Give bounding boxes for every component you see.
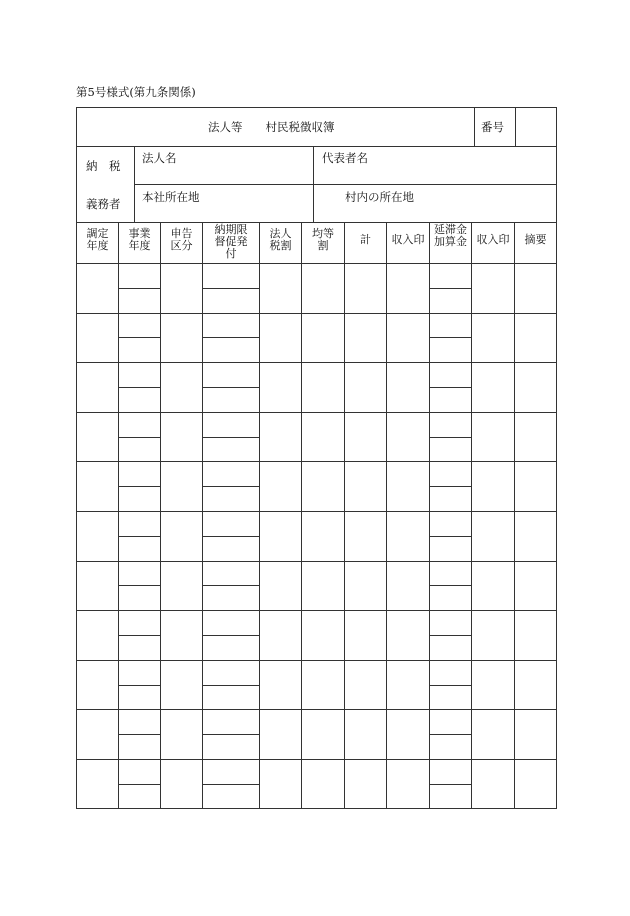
subrow-rule: [118, 784, 161, 785]
frame-right: [556, 107, 557, 809]
column-divider: [259, 222, 260, 808]
table-row-rule: [76, 561, 557, 562]
subrow-rule: [118, 585, 161, 586]
table-row-rule: [76, 362, 557, 363]
subrow-rule: [429, 288, 472, 289]
column-header: 延滞金 加算金: [434, 223, 467, 248]
column-header: 均等 割: [312, 227, 334, 252]
subrow-rule: [202, 635, 260, 636]
subrow-rule: [202, 437, 260, 438]
head-office-label: 本社所在地: [142, 190, 200, 204]
representative-label: 代表者名: [322, 151, 368, 165]
column-header: 申告 区分: [170, 227, 193, 252]
subrow-rule: [118, 486, 161, 487]
column-divider: [301, 222, 302, 808]
frame-left: [76, 107, 77, 809]
subrow-rule: [202, 585, 260, 586]
table-row-rule: [76, 412, 557, 413]
subrow-rule: [429, 536, 472, 537]
village-location-label: 村内の所在地: [345, 190, 414, 204]
column-divider: [160, 222, 161, 808]
subrow-rule: [118, 288, 161, 289]
subrow-rule: [118, 337, 161, 338]
table-row-rule: [76, 511, 557, 512]
subrow-rule: [118, 387, 161, 388]
column-header: 収入印: [476, 233, 510, 246]
subrow-rule: [118, 734, 161, 735]
table-row-rule: [76, 660, 557, 661]
subrow-rule: [202, 784, 260, 785]
subrow-rule: [429, 437, 472, 438]
subrow-rule: [202, 387, 260, 388]
subrow-rule: [118, 685, 161, 686]
column-divider: [386, 222, 387, 808]
subrow-rule: [429, 585, 472, 586]
column-header: 事業 年度: [128, 227, 151, 252]
column-divider: [202, 222, 203, 808]
column-header: 調定 年度: [86, 227, 109, 252]
subrow-rule: [202, 734, 260, 735]
header-rule: [76, 263, 557, 264]
column-divider: [471, 222, 472, 808]
subrow-rule: [429, 685, 472, 686]
subrow-rule: [202, 536, 260, 537]
subrow-rule: [118, 635, 161, 636]
subrow-rule: [429, 734, 472, 735]
column-divider: [344, 222, 345, 808]
column-header: 摘要: [524, 233, 547, 246]
taxpayer-label-top: 納 税: [86, 159, 121, 173]
subrow-rule: [429, 635, 472, 636]
column-header: 納期限 督促発 付: [214, 223, 248, 260]
frame-bottom: [76, 808, 557, 809]
table-row-rule: [76, 709, 557, 710]
form-number: 第5号様式(第九条関係): [76, 85, 196, 99]
corp-name-label: 法人名: [142, 151, 177, 165]
column-header: 収入印: [391, 233, 425, 246]
form-title: 法人等 村民税徴収簿: [208, 120, 335, 134]
column-divider: [118, 222, 119, 808]
table-row-rule: [76, 759, 557, 760]
subrow-rule: [202, 337, 260, 338]
subrow-rule: [118, 536, 161, 537]
table-row-rule: [76, 461, 557, 462]
subrow-rule: [202, 685, 260, 686]
taxpayer-label-bottom: 義務者: [86, 197, 121, 211]
column-divider: [514, 222, 515, 808]
subrow-rule: [429, 784, 472, 785]
subrow-rule: [202, 288, 260, 289]
table-row-rule: [76, 610, 557, 611]
subrow-rule: [429, 486, 472, 487]
column-header: 計: [360, 233, 371, 246]
number-label: 番号: [481, 120, 504, 134]
subrow-rule: [429, 387, 472, 388]
column-header: 法人 税割: [269, 227, 292, 252]
table-row-rule: [76, 313, 557, 314]
subrow-rule: [118, 437, 161, 438]
subrow-rule: [202, 486, 260, 487]
subrow-rule: [429, 337, 472, 338]
column-divider: [429, 222, 430, 808]
